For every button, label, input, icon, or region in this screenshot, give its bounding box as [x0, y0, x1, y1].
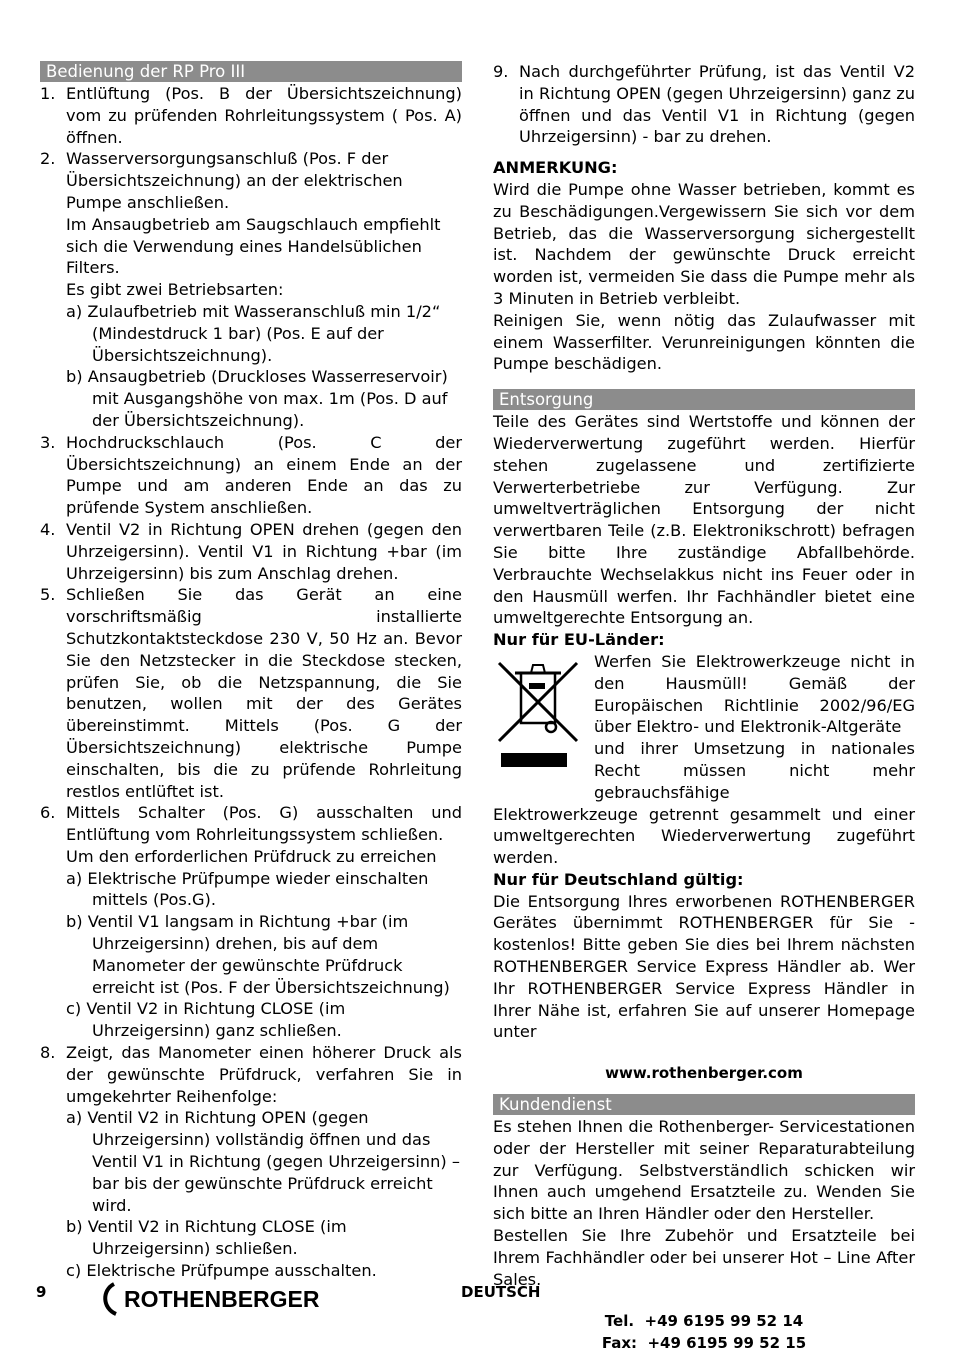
item-text: Nach durchgeführter Prüfung, ist das Ventil V2 in Richtung OPEN (gegen Uhrzeigersinn) ganz zu öffnen und das Ventil V1 in Richtung (gegen Uhrzeigersinn) - bar zu drehen. [519, 62, 915, 147]
section-heading-service: Kundendienst [493, 1094, 915, 1115]
language-label: DEUTSCH [461, 1283, 541, 1301]
sub-item: a) Zulaufbetrieb mit Wasseranschluß min 1/2“ (Mindestdruck 1 bar) (Pos. E auf der Übersichtszeichnung). [66, 301, 441, 365]
item-number: 5. [40, 585, 56, 605]
item-text: Zeigt, das Manometer einen höherer Druck als der gewünschte Prüfdruck, verfahren Sie in umgekehrter Reihenfolge: [66, 1043, 462, 1106]
de-title: Nur für Deutschland gültig: [493, 869, 744, 889]
item-text: Hochdruckschlauch (Pos. C der Übersichtszeichnung) an einem Ende an der Pumpe und am anderen Ende an das zu prüfende System anschließen. [66, 432, 462, 518]
list-item-1 [40, 83, 462, 148]
left-column [40, 61, 462, 1282]
rothenberger-logo [100, 1278, 360, 1318]
item-number: 4. [40, 519, 56, 539]
sub-item: b) Ventil V1 langsam in Richtung +bar (im Uhrzeigersinn) drehen, bis auf dem Manometer der gewünschte Prüfdruck erreicht ist (Pos. F der Übersichtszeichnung) [66, 912, 450, 997]
sub-item: a) Elektrische Prüfpumpe wieder einschalten mittels (Pos.G). [66, 868, 429, 910]
service-text: Bestellen Sie Ihre Zubehör und Ersatzteile bei Ihrem Fachhändler oder bei unserer Hot – Line After Sales. [493, 1226, 915, 1289]
website-link[interactable]: www.rothenberger.com [605, 1064, 803, 1083]
section-heading-operation: Bedienung der RP Pro III [40, 61, 462, 82]
section-heading-disposal: Entsorgung [493, 389, 915, 410]
eu-text: und ihrer Umsetzung in nationales Recht müssen nicht mehr gebrauchsfähige [594, 739, 915, 802]
eu-text: Elektrowerkzeuge getrennt gesammelt und einer umweltgerechten Wiederverwertung zugeführt werden. [493, 804, 915, 868]
item-extra-text: Es gibt zwei Betriebsarten: [66, 280, 284, 300]
item-text: Wasserversorgungsanschluß (Pos. F der Übersichtszeichnung) an der elektrischen Pumpe anschließen. [66, 149, 403, 212]
list-item-2 [40, 148, 462, 301]
item-number: 9. [493, 62, 509, 81]
item-number: 8. [40, 1043, 56, 1063]
eu-text: Werfen Sie Elektrowerkzeuge nicht in den Hausmüll! Gemäß der Europäischen Richtlinie 2002/96/EG über Elektro- und Elektronik-Altgeräte [594, 651, 915, 737]
sub-item: c) Elektrische Prüfpumpe ausschalten. [66, 1261, 377, 1281]
list-item-3 [40, 432, 462, 519]
page-number: 9 [36, 1283, 47, 1301]
fax-number: Fax: +49 6195 99 52 15 [601, 1334, 807, 1353]
sub-item: b) Ventil V2 in Richtung CLOSE (im Uhrzeigersinn) schließen. [66, 1217, 347, 1259]
item-number: 3. [40, 432, 56, 452]
sub-item: b) Ansaugbetrieb (Druckloses Wasserreservoir) mit Ausgangshöhe von max. 1m (Pos. D auf der Übersichtszeichnung). [66, 367, 448, 430]
disposal-text: Teile des Gerätes sind Wertstoffe und können der Wiederverwertung zugeführt werden. Hierfür stehen zugelassene und zertifizierte Verwerterbetriebe zur Verfügung. Zur umweltverträglichen Entsorgung der nicht verwertbaren Teile (z.B. Elektronikschrott) befragen Sie bitte Ihre zuständige Abfallbehörde. Verbrauchte Wechselakkus nicht ins Feuer oder in den Hausmüll werfen. Ihr Fachhändler bietet eine umweltgerechte Entsorgung an. [493, 412, 915, 628]
list-item-8 [40, 1042, 462, 1107]
list-item-4 [40, 519, 462, 584]
list-item-5 [40, 584, 462, 802]
note-text: Wird die Pumpe ohne Wasser betrieben, kommt es zu Beschädigungen.Vergewissern Sie sich vor dem Betrieb, das die Wasserversorgung sichergestellt ist. Nachdem der gewünschte Druck erreicht worden ist, vermeiden Sie dass die Pumpe mehr als 3 Minuten in Betrieb verbleibt. [493, 179, 915, 308]
item-extra-text: Um den erforderlichen Prüfdruck zu erreichen [66, 846, 437, 866]
brand-wordmark: ROTHENBERGER [124, 1286, 320, 1312]
item-extra-text: Im Ansaugbetrieb am Saugschlauch empfiehlt sich die Verwendung eines Handelsüblichen Filters. [66, 214, 441, 278]
service-text: Es stehen Ihnen die Rothenberger- Servicestationen oder der Hersteller mit seiner Reparaturabteilung zur Verfügung. Selbstverständlich schicken wir Ihnen auch umgehend Ersatzteile zu. Wenden Sie sich bitte an Ihren Händler oder den Hersteller. [493, 1117, 915, 1224]
page-footer [0, 1278, 954, 1318]
item-text: Entlüftung (Pos. B der Übersichtszeichnung) vom zu prüfenden Rohrleitungssystem ( Pos. A) öffnen. [66, 84, 462, 147]
item-text: Mittels Schalter (Pos. G) ausschalten und Entlüftung vom Rohrleitungssystem schließen. [66, 803, 462, 845]
list-item-6 [40, 802, 462, 867]
item-text: Ventil V2 in Richtung OPEN drehen (gegen den Uhrzeigersinn). Ventil V1 in Richtung +bar (im Uhrzeigersinn) bis zum Anschlag drehen. [66, 519, 462, 583]
right-column [493, 61, 915, 1355]
phone-number: Tel. +49 6195 99 52 14 [604, 1312, 804, 1331]
note-title: ANMERKUNG: [493, 158, 618, 178]
de-text: Die Entsorgung Ihres erworbenen ROTHENBERGER Gerätes übernimmt ROTHENBERGER für Sie - kostenlos! Bitte geben Sie dies bei Ihrem nächsten ROTHENBERGER Service Express Händler ab. Wer Ihr ROTHENBERGER Service Express Händler in Ihrer Nähe ist, erfahren Sie auf unserer Homepage unter [493, 891, 915, 1042]
list-item-9 [493, 61, 915, 148]
item-text: Schließen Sie das Gerät an eine vorschriftsmäßig installierte Schutzkontaktsteckdose 230 V, 50 Hz an. Bevor Sie den Netzstecker in die Steckdose stecken, prüfen Sie, ob die Netzspannung, die Sie benutzen, wollen mit der des Gerätes übereinstimmt. Mittels (Pos. G der Übersichtszeichnung) elektrische Pumpe einschalten, bis die zu prüfende Rohrleitung restlos entlüftet ist. [66, 585, 462, 801]
item-number: 1. [40, 84, 56, 103]
item-number: 6. [40, 803, 56, 823]
sub-item: c) Ventil V2 in Richtung CLOSE (im Uhrzeigersinn) ganz schließen. [66, 999, 346, 1041]
weee-block [493, 651, 915, 804]
sub-item: a) Ventil V2 in Richtung OPEN (gegen Uhrzeigersinn) vollständig öffnen und das Ventil V1 in Richtung (gegen Uhrzeigersinn) –bar bis der gewünschte Prüfdruck erreicht wird. [66, 1108, 460, 1215]
crossed-out-wheelie-bin-icon [493, 655, 583, 767]
note-text: Reinigen Sie, wenn nötig das Zulaufwasser mit einem Wasserfilter. Verunreinigungen könnten die Pumpe beschädigen. [493, 310, 915, 374]
item-number: 2. [40, 149, 56, 169]
eu-title: Nur für EU-Länder: [493, 630, 665, 650]
